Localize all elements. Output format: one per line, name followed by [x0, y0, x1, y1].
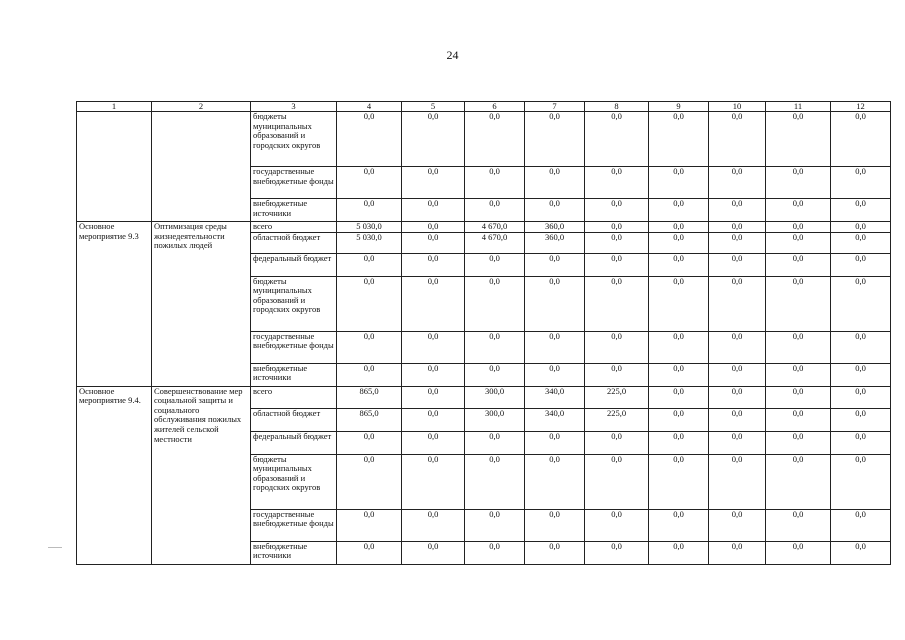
value-cell: 0,0: [402, 541, 465, 564]
value-cell: 0,0: [709, 509, 766, 541]
column-header: 3: [251, 102, 337, 112]
value-cell: 0,0: [337, 431, 402, 454]
funding-source-cell: федеральный бюджет: [251, 431, 337, 454]
value-cell: 0,0: [525, 541, 585, 564]
value-cell: 0,0: [402, 509, 465, 541]
value-cell: 0,0: [831, 509, 891, 541]
value-cell: 0,0: [766, 509, 831, 541]
value-cell: 0,0: [402, 408, 465, 431]
value-cell: 0,0: [649, 253, 709, 276]
table-body: [77, 112, 891, 565]
value-cell: 0,0: [709, 167, 766, 199]
column-header: 1: [77, 102, 152, 112]
value-cell: 0,0: [709, 276, 766, 331]
value-cell: 0,0: [465, 199, 525, 222]
value-cell: 0,0: [525, 276, 585, 331]
value-cell: 0,0: [402, 222, 465, 233]
value-cell: 0,0: [585, 509, 649, 541]
value-cell: 0,0: [337, 509, 402, 541]
value-cell: 0,0: [649, 222, 709, 233]
value-cell: 300,0: [465, 386, 525, 408]
value-cell: 0,0: [831, 454, 891, 509]
value-cell: 0,0: [649, 276, 709, 331]
value-cell: 340,0: [525, 408, 585, 431]
column-header: 10: [709, 102, 766, 112]
value-cell: 0,0: [402, 199, 465, 222]
value-cell: 0,0: [402, 431, 465, 454]
value-cell: 0,0: [649, 386, 709, 408]
funding-source-cell: всего: [251, 222, 337, 233]
value-cell: 0,0: [585, 199, 649, 222]
measure-cell: Основное мероприятие 9.3: [77, 222, 152, 387]
column-header: 12: [831, 102, 891, 112]
value-cell: 0,0: [831, 431, 891, 454]
value-cell: 0,0: [766, 276, 831, 331]
value-cell: 0,0: [525, 331, 585, 363]
value-cell: 0,0: [402, 112, 465, 167]
measure-cell: Основное мероприятие 9.4.: [77, 386, 152, 564]
value-cell: 0,0: [831, 112, 891, 167]
value-cell: 0,0: [709, 431, 766, 454]
value-cell: 0,0: [585, 112, 649, 167]
measure-title-cell: [152, 112, 251, 222]
column-header: 8: [585, 102, 649, 112]
page-number: 24: [446, 48, 459, 62]
funding-source-cell: государственные внебюджетные фонды: [251, 509, 337, 541]
value-cell: 0,0: [766, 541, 831, 564]
value-cell: 0,0: [585, 253, 649, 276]
value-cell: 4 670,0: [465, 222, 525, 233]
value-cell: 0,0: [649, 541, 709, 564]
funding-source-cell: внебюджетные источники: [251, 363, 337, 386]
column-header: 4: [337, 102, 402, 112]
value-cell: 0,0: [649, 363, 709, 386]
value-cell: 0,0: [766, 408, 831, 431]
column-header: 9: [649, 102, 709, 112]
table-row: [77, 112, 891, 167]
measure-title-cell: Оптимизация среды жизнедеятельности пожилых людей: [152, 222, 251, 387]
value-cell: 0,0: [585, 167, 649, 199]
funding-source-cell: внебюджетные источники: [251, 541, 337, 564]
value-cell: 0,0: [337, 363, 402, 386]
value-cell: 0,0: [465, 167, 525, 199]
value-cell: 0,0: [465, 331, 525, 363]
value-cell: 0,0: [649, 167, 709, 199]
value-cell: 0,0: [337, 112, 402, 167]
value-cell: 0,0: [525, 509, 585, 541]
value-cell: 0,0: [709, 331, 766, 363]
value-cell: 0,0: [465, 431, 525, 454]
value-cell: 0,0: [402, 331, 465, 363]
value-cell: 0,0: [831, 232, 891, 253]
value-cell: 0,0: [831, 253, 891, 276]
value-cell: 0,0: [649, 509, 709, 541]
scan-artifact: [48, 547, 62, 548]
funding-source-cell: бюджеты муниципальных образований и городских округов: [251, 112, 337, 167]
value-cell: 0,0: [465, 454, 525, 509]
value-cell: 0,0: [525, 167, 585, 199]
value-cell: 0,0: [766, 331, 831, 363]
value-cell: 0,0: [337, 199, 402, 222]
value-cell: 360,0: [525, 222, 585, 233]
value-cell: 225,0: [585, 386, 649, 408]
value-cell: 0,0: [402, 454, 465, 509]
value-cell: 0,0: [337, 541, 402, 564]
value-cell: 360,0: [525, 232, 585, 253]
funding-source-cell: всего: [251, 386, 337, 408]
value-cell: 0,0: [831, 276, 891, 331]
value-cell: 0,0: [525, 363, 585, 386]
value-cell: 0,0: [649, 454, 709, 509]
value-cell: 0,0: [585, 363, 649, 386]
value-cell: 0,0: [585, 276, 649, 331]
value-cell: 0,0: [649, 232, 709, 253]
value-cell: 4 670,0: [465, 232, 525, 253]
value-cell: 0,0: [465, 509, 525, 541]
value-cell: 0,0: [766, 232, 831, 253]
value-cell: 0,0: [709, 222, 766, 233]
value-cell: 0,0: [402, 232, 465, 253]
value-cell: 0,0: [465, 276, 525, 331]
value-cell: 0,0: [402, 167, 465, 199]
value-cell: 0,0: [337, 331, 402, 363]
value-cell: 0,0: [766, 112, 831, 167]
value-cell: 0,0: [337, 454, 402, 509]
value-cell: 0,0: [831, 541, 891, 564]
value-cell: 0,0: [649, 112, 709, 167]
value-cell: 0,0: [649, 431, 709, 454]
funding-source-cell: бюджеты муниципальных образований и городских округов: [251, 454, 337, 509]
value-cell: 0,0: [402, 386, 465, 408]
value-cell: 0,0: [649, 199, 709, 222]
column-header: 2: [152, 102, 251, 112]
value-cell: 0,0: [709, 253, 766, 276]
value-cell: 5 030,0: [337, 232, 402, 253]
value-cell: 0,0: [585, 331, 649, 363]
funding-source-cell: внебюджетные источники: [251, 199, 337, 222]
value-cell: 865,0: [337, 386, 402, 408]
value-cell: 0,0: [709, 386, 766, 408]
value-cell: 0,0: [709, 454, 766, 509]
value-cell: 0,0: [337, 167, 402, 199]
value-cell: 0,0: [709, 541, 766, 564]
value-cell: 0,0: [766, 431, 831, 454]
value-cell: 0,0: [766, 167, 831, 199]
value-cell: 0,0: [585, 222, 649, 233]
funding-source-cell: областной бюджет: [251, 232, 337, 253]
value-cell: 0,0: [709, 232, 766, 253]
value-cell: 300,0: [465, 408, 525, 431]
measure-title-cell: Совершенствование мер социальной защиты и социального обслуживания пожилых жителей сельской местности: [152, 386, 251, 564]
value-cell: 0,0: [766, 253, 831, 276]
value-cell: 0,0: [402, 276, 465, 331]
value-cell: 225,0: [585, 408, 649, 431]
value-cell: 0,0: [585, 541, 649, 564]
table-row: [77, 222, 891, 233]
value-cell: 0,0: [766, 222, 831, 233]
header-row: [77, 102, 891, 112]
funding-source-cell: бюджеты муниципальных образований и городских округов: [251, 276, 337, 331]
value-cell: 0,0: [585, 232, 649, 253]
value-cell: 0,0: [831, 363, 891, 386]
value-cell: 0,0: [337, 276, 402, 331]
value-cell: 340,0: [525, 386, 585, 408]
value-cell: 0,0: [766, 386, 831, 408]
value-cell: 0,0: [649, 408, 709, 431]
value-cell: 0,0: [525, 112, 585, 167]
funding-source-cell: федеральный бюджет: [251, 253, 337, 276]
table-header: [77, 102, 891, 112]
value-cell: 0,0: [525, 253, 585, 276]
value-cell: 0,0: [402, 253, 465, 276]
value-cell: 0,0: [585, 431, 649, 454]
value-cell: 0,0: [831, 331, 891, 363]
value-cell: 0,0: [465, 541, 525, 564]
column-header: 5: [402, 102, 465, 112]
value-cell: 0,0: [831, 222, 891, 233]
value-cell: 0,0: [465, 112, 525, 167]
value-cell: 0,0: [585, 454, 649, 509]
table-row: [77, 386, 891, 408]
value-cell: 0,0: [402, 363, 465, 386]
funding-source-cell: областной бюджет: [251, 408, 337, 431]
value-cell: 0,0: [766, 199, 831, 222]
value-cell: 0,0: [831, 167, 891, 199]
value-cell: 0,0: [831, 408, 891, 431]
value-cell: 0,0: [831, 386, 891, 408]
value-cell: 0,0: [709, 199, 766, 222]
value-cell: 0,0: [709, 408, 766, 431]
value-cell: 0,0: [709, 363, 766, 386]
funding-table: [76, 101, 891, 565]
value-cell: 0,0: [709, 112, 766, 167]
value-cell: 0,0: [465, 253, 525, 276]
funding-source-cell: государственные внебюджетные фонды: [251, 331, 337, 363]
value-cell: 0,0: [649, 331, 709, 363]
value-cell: 5 030,0: [337, 222, 402, 233]
value-cell: 0,0: [766, 454, 831, 509]
value-cell: 0,0: [337, 253, 402, 276]
column-header: 6: [465, 102, 525, 112]
value-cell: 0,0: [525, 199, 585, 222]
value-cell: 0,0: [766, 363, 831, 386]
value-cell: 865,0: [337, 408, 402, 431]
funding-source-cell: государственные внебюджетные фонды: [251, 167, 337, 199]
value-cell: 0,0: [525, 454, 585, 509]
value-cell: 0,0: [465, 363, 525, 386]
value-cell: 0,0: [525, 431, 585, 454]
column-header: 7: [525, 102, 585, 112]
measure-cell: [77, 112, 152, 222]
value-cell: 0,0: [831, 199, 891, 222]
column-header: 11: [766, 102, 831, 112]
